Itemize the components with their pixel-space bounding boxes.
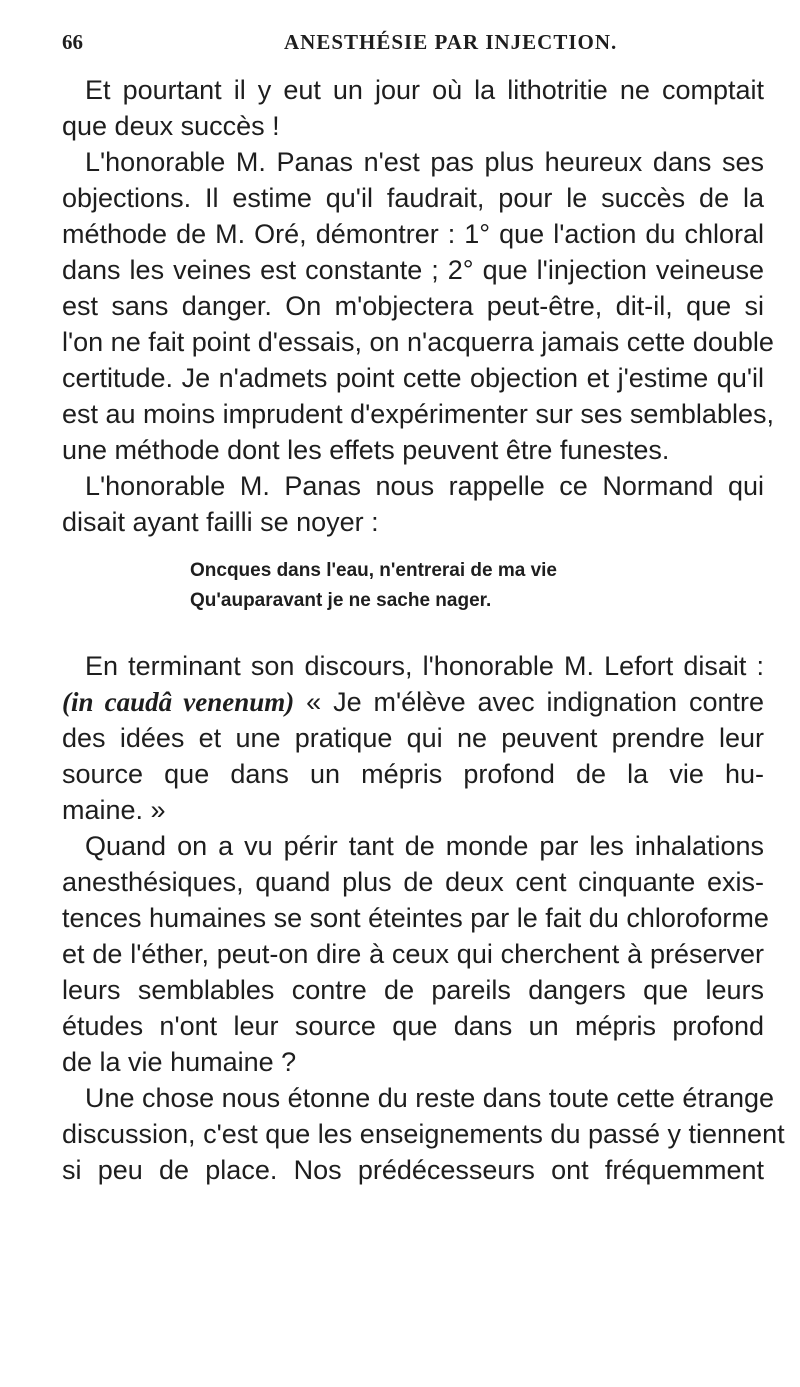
text-fragment: « Je m'élève avec indignation contre: [294, 687, 764, 717]
text-line: que deux succès !: [62, 111, 280, 141]
text-line: source que dans un mépris profond de la vie hu-: [62, 759, 764, 789]
text-line: Et pourtant il y eut un jour où la lithotritie ne comptait: [85, 75, 764, 105]
text-line: Une chose nous étonne du reste dans toute cette étrange: [85, 1083, 774, 1113]
text-line: études n'ont leur source que dans un mépris profond: [62, 1011, 764, 1041]
text-line: est sans danger. On m'objectera peut-être, dit-il, que si: [62, 291, 764, 321]
text-line: dans les veines est constante ; 2° que l'injection veineuse: [62, 255, 764, 285]
text-line: si peu de place. Nos prédécesseurs ont fréquemment: [62, 1155, 764, 1185]
page-header: [62, 30, 762, 60]
text-line: disait ayant failli se noyer :: [62, 507, 379, 537]
page-number: 66: [62, 30, 83, 54]
text-line: l'on ne fait point d'essais, on n'acquerra jamais cette double: [62, 327, 774, 357]
text-line: tences humaines se sont éteintes par le fait du chloroforme: [62, 903, 769, 933]
text-line: et de l'éther, peut-on dire à ceux qui cherchent à préserver: [62, 939, 764, 969]
running-title: ANESTHÉSIE PAR INJECTION.: [284, 30, 618, 54]
text-line: est au moins imprudent d'expérimenter sur ses semblables,: [62, 399, 774, 429]
text-line: certitude. Je n'admets point cette objection et j'estime qu'il: [62, 363, 764, 393]
verse-line: Qu'auparavant je ne sache nager.: [190, 590, 492, 611]
text-line: Quand on a vu périr tant de monde par les inhalations: [85, 831, 764, 861]
text-line: maine. »: [62, 795, 166, 825]
text-line: de la vie humaine ?: [62, 1047, 297, 1077]
latin-phrase: (in caudâ venenum): [62, 687, 295, 717]
verse-line: Oncques dans l'eau, n'entrerai de ma vie: [190, 560, 558, 581]
text-line: L'honorable M. Panas n'est pas plus heureux dans ses: [85, 147, 764, 177]
text-line: discussion, c'est que les enseignements du passé y tiennent: [62, 1119, 785, 1149]
text-line: leurs semblables contre de pareils dangers que leurs: [62, 975, 764, 1005]
text-line: L'honorable M. Panas nous rappelle ce Normand qui: [85, 471, 764, 501]
text-line: objections. Il estime qu'il faudrait, pour le succès de la: [62, 183, 764, 213]
text-line: anesthésiques, quand plus de deux cent cinquante exis-: [62, 867, 764, 897]
text-line: une méthode dont les effets peuvent être funestes.: [62, 435, 670, 465]
text-line-with-italic: [62, 684, 764, 720]
text-line: méthode de M. Oré, démontrer : 1° que l'action du chloral: [62, 219, 764, 249]
text-line: des idées et une pratique qui ne peuvent prendre leur: [62, 723, 764, 753]
text-line: En terminant son discours, l'honorable M. Lefort disait :: [85, 651, 764, 681]
